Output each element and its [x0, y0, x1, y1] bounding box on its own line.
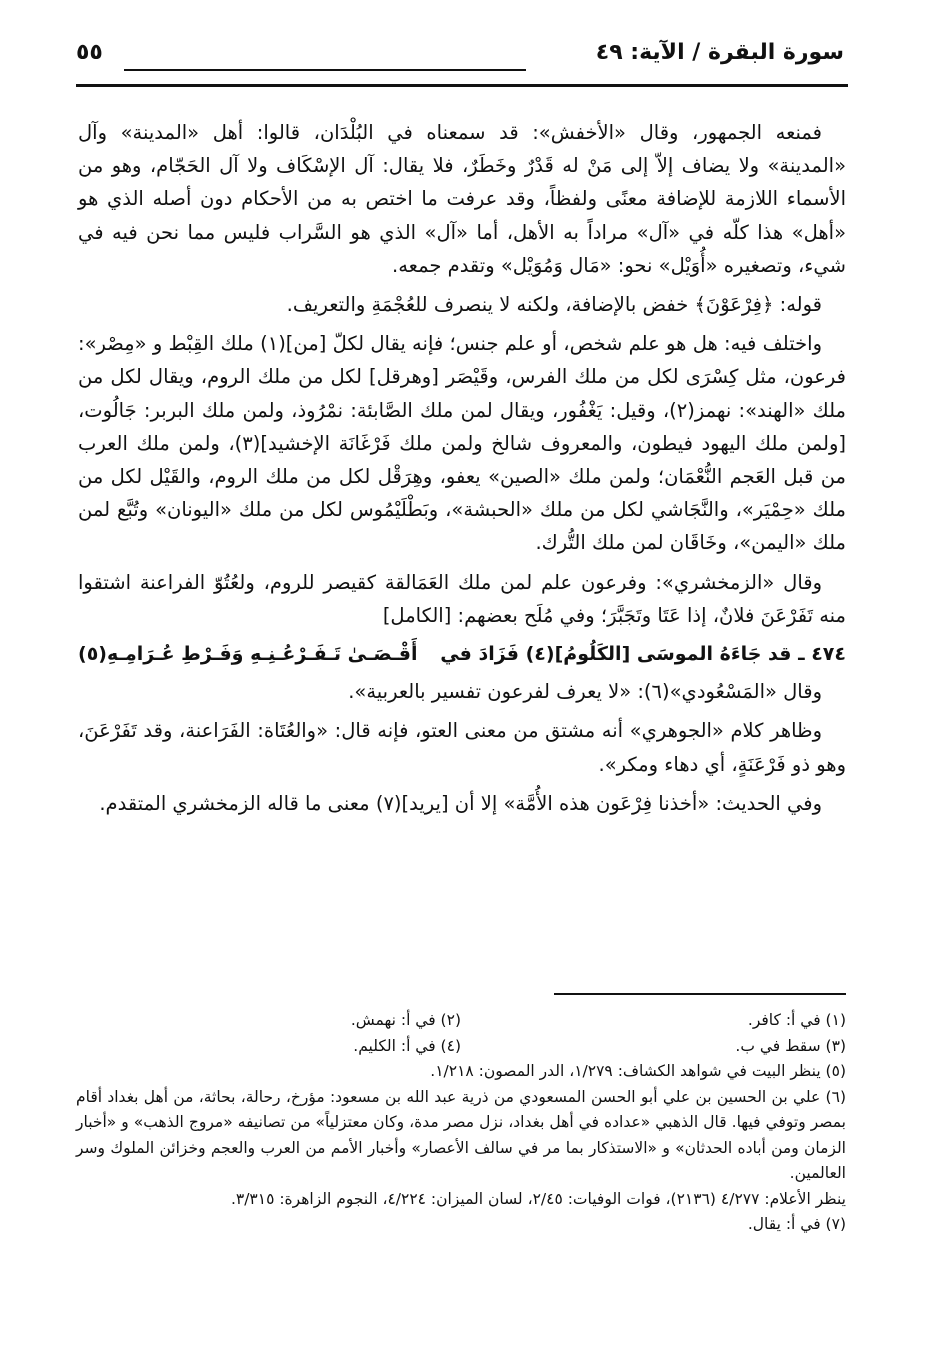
footnote-5: (٥) ينظر البيت في شواهد الكشاف: ١/٢٧٩، الدر المصون: ١/٢١٨.	[430, 1062, 846, 1080]
footnote-row	[76, 1034, 846, 1060]
paragraph-5: وقال «المَسْعُودي»(٦): «لا يعرف لفرعون تفسير بالعربية».	[348, 680, 822, 704]
header-line	[124, 69, 526, 71]
verse-second-hemistich: أَقْـصَـىٰ تَـفَـرْعُـنِـهِ وَفَـرْطِ عُـرَامِـهِ(٥)	[78, 643, 418, 666]
paragraph-7: وفي الحديث: «أخذنا فِرْعَون هذه الأُمَّة» إلا أن [يريد](٧) معنى ما قاله الزمخشري المتقدم.	[99, 791, 822, 815]
footnote-separator	[554, 993, 846, 995]
footnote-6-references: ينظر الأعلام: ٤/٢٧٧ (٢١٣٦)، فوات الوفيات: ٢/٤٥، لسان الميزان: ٤/٢٢٤، النجوم الزاهرة: ٣/٣١٥.	[230, 1189, 846, 1208]
verse-first-hemistich: ٤٧٤ ـ قد جَاءَهُ الموسَى [الكَلُومُ](٤) فَزَادَ في	[440, 643, 846, 666]
paragraph-3: واختلف فيه: هل هو علم شخص، أو علم جنس؛ فإنه يقال لكلّ [من](١) ملك القِبْط و «مِصْر»: فرعون، مثل كِسْرَى لكل من ملك الفرس، وقَيْصَر [وهرقل] لكل من ملك الروم، ويقال لكل من ملك «الهند»: نهمز(٢)، وقيل: يَغْفُور، ويقال لمن ملك الصَّابئة: نمْرُوذ، ولمن ملك البربر: جَالُوت، [ولمن ملك اليهود فيطون، والمعروف شالخ ولمن ملك فَرْغَانَة الإخشيد](٣)، ولمن ملك العرب من قبل العَجم النُّعْمَان؛ ولمن ملك «الصين» يعفو، وهِرَقْل لكل من ملك الروم، والقَيْل لكل من ملك «حِمْيَر»، والنَّجَاشي لكل من ملك «الحبشة»، وبَطْلَيْمُوس لكل من ملك «اليونان» وتُبَّع لمن ملك «اليمن»، وخَاقَان لمن ملك التُّرك.	[78, 332, 847, 555]
running-header	[76, 40, 844, 78]
footnote-row	[76, 1008, 846, 1034]
main-text	[78, 116, 846, 826]
surah-verse-title: سورة البقرة / الآية: ٤٩	[595, 40, 844, 65]
paragraph-4: وقال «الزمخشري»: وفرعون علم لمن ملك العَمَالقة كقيصر للروم، ولعُتُوّ الفراعنة اشتقوا منه تَفَرْعَنَ فلانٌ، إذا عَتَا وتَجَبَّرَ؛ وفي مُلَح بعضهم: [الكامل]	[78, 570, 846, 627]
footnote-1: (١) في أ: كافر.	[747, 1011, 846, 1029]
footnotes	[76, 1008, 846, 1238]
footnote-2: (٢) في أ: نهمش.	[350, 1011, 461, 1029]
poetry-verse	[78, 638, 846, 671]
paragraph-2: قوله: ﴿فِرْعَوْنَ﴾ خفض بالإضافة، ولكنه لا ينصرف للعُجْمَةِ والتعريف.	[286, 293, 822, 317]
footnote-3: (٣) سقط في ب.	[735, 1036, 846, 1055]
footnote-7: (٧) في أ: يقال.	[747, 1215, 846, 1233]
footnote-4: (٤) في أ: الكليم.	[353, 1036, 461, 1055]
footnote-6: (٦) علي بن الحسين بن علي أبو الحسن المسعودي من ذرية عبد الله بن مسعود: مؤرخ، رحالة، بحاثة، من أهل بغداد أقام بمصر وتوفي فيها. قال الذهبي «عداده في أهل بغداد، نزل مصر مدة، وكان معتزلياً» من تصانيفه «مروج الذهب» و «أخبار الزمان ومن أباده الحدثان» و «الاستذكار بما مر في سالف الأعصار» وأخبار الأمم من العرب والعجم وخزائن الملوك وسر العالمين.	[76, 1087, 846, 1182]
paragraph-1: فمنعه الجمهور، وقال «الأخفش»: قد سمعناه في البُلْدَان، قالوا: أهل «المدينة» وآل «المدينة» ولا يضاف إلاّ إلى مَنْ له قَدْرٌ وخَطَرٌ، فلا يقال: آل الإسْكَاف ولا آل الحَجّام، وهو من الأسماء اللازمة للإضافة معنًى ولفظاً، وقد عرفت ما اختص به من الأحكام دون أصله الذي هو «أهل» هذا كلّه في «آل» مراداً به الأهل، أما «آل» الذي هو السَّراب فليس مما نحن فيه في شيء، وتصغيره «أُوَيْل» نحو: «مَال وَمُوَيْل» وتقدم جمعه.	[78, 121, 846, 277]
header-rule	[76, 84, 848, 87]
paragraph-6: وظاهر كلام «الجوهري» أنه مشتق من معنى العتو، فإنه قال: «والعُتَاة: الفَرَاعنة، وقد تَفَرْعَنَ، وهو ذو فَرْعَنَةٍ، أي دهاء ومكر».	[78, 719, 846, 776]
page-number: ٥٥	[76, 40, 103, 65]
